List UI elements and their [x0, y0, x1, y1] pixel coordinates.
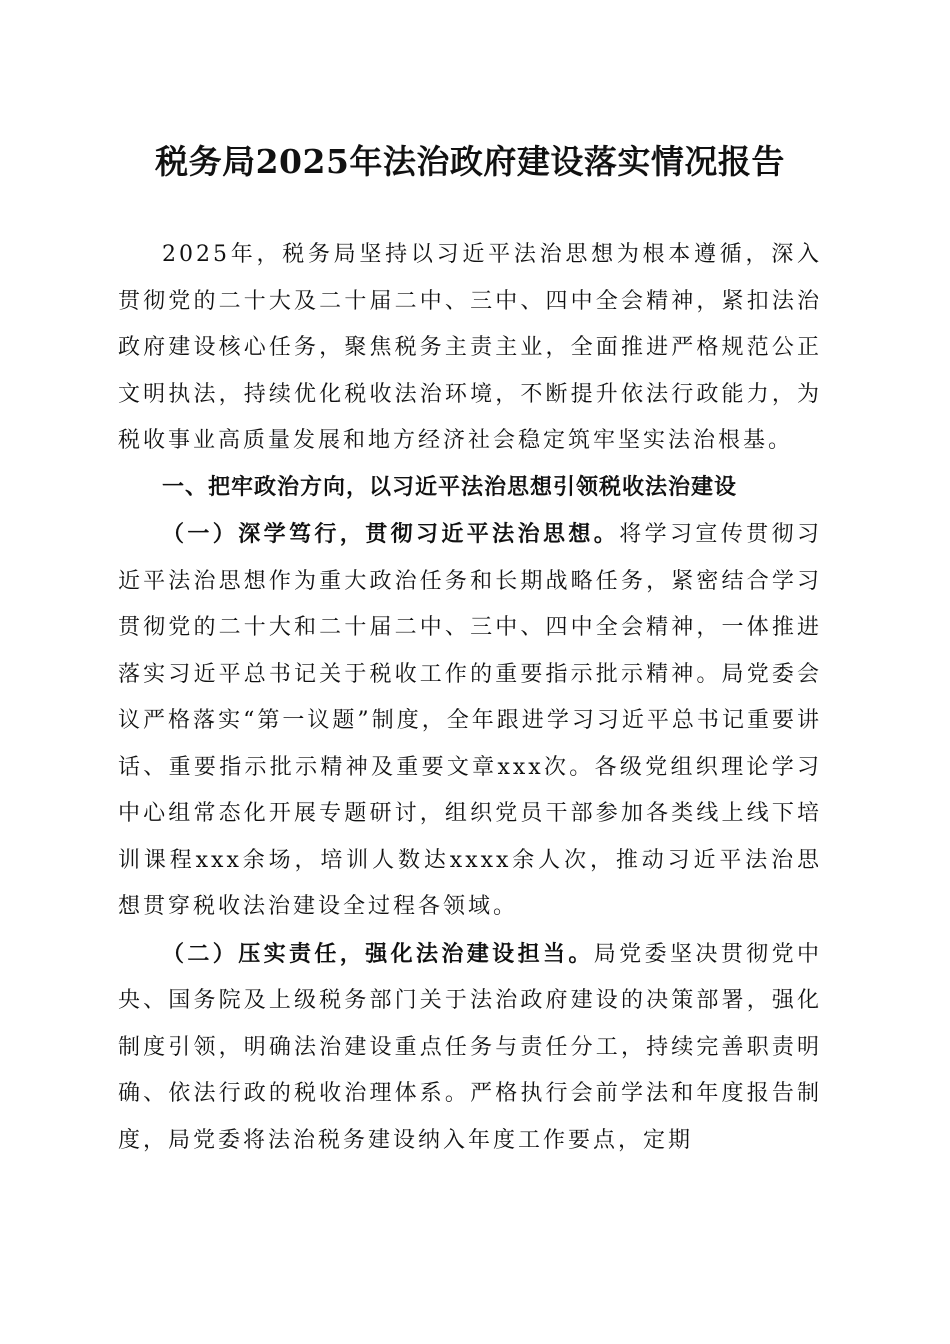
- intro-paragraph: 2025年，税务局坚持以习近平法治思想为根本遵循，深入贯彻党的二十大及二十届二中、三中、四中全会精神，紧扣法治政府建设核心任务，聚焦税务主责主业，全面推进严格规范公正文明执法，持续优化税收法治环境，不断提升依法行政能力，为税收事业高质量发展和地方经济社会稳定筑牢坚实法治根基。: [118, 242, 822, 453]
- document-title: 税务局2025年法治政府建设落实情况报告: [155, 142, 785, 181]
- paragraph-item-2-lead: （二）压实责任，强化法治建设担当。: [162, 940, 594, 967]
- paragraph-item-2-text: 局党委坚决贯彻党中央、国务院及上级税务部门关于法治政府建设的决策部署，强化制度引领，明确法治建设重点任务与责任分工，持续完善职责明确、依法行政的税收治理体系。严格执行会前学法和年度报告制度，局党委将法治税务建设纳入年度工作要点，定期: [118, 941, 822, 1153]
- paragraph-item-1-lead: （一）深学笃行，贯彻习近平法治思想。: [162, 521, 620, 547]
- section-heading-1: 一、把牢政治方向，以习近平法治思想引领税收法治建设: [162, 474, 738, 500]
- paragraph-item-2: [118, 931, 822, 1165]
- paragraph-item-1-text: 将学习宣传贯彻习近平法治思想作为重大政治任务和长期战略任务，紧密结合学习贯彻党的二十大和二十届二中、三中、四中全会精神，一体推进落实习近平总书记关于税收工作的重要指示批示精神。局党委会议严格落实“第一议题”制度，全年跟进学习习近平总书记重要讲话、重要指示批示精神及重要文章xxx次。各级党组织理论学习中心组常态化开展专题研讨，组织党员干部参加各类线上线下培训课程xxx余场，培训人数达xxxx余人次，推动习近平法治思想贯穿税收法治建设全过程各领域。: [118, 522, 822, 919]
- document-body: [118, 232, 822, 1164]
- paragraph-item-1: [118, 511, 822, 931]
